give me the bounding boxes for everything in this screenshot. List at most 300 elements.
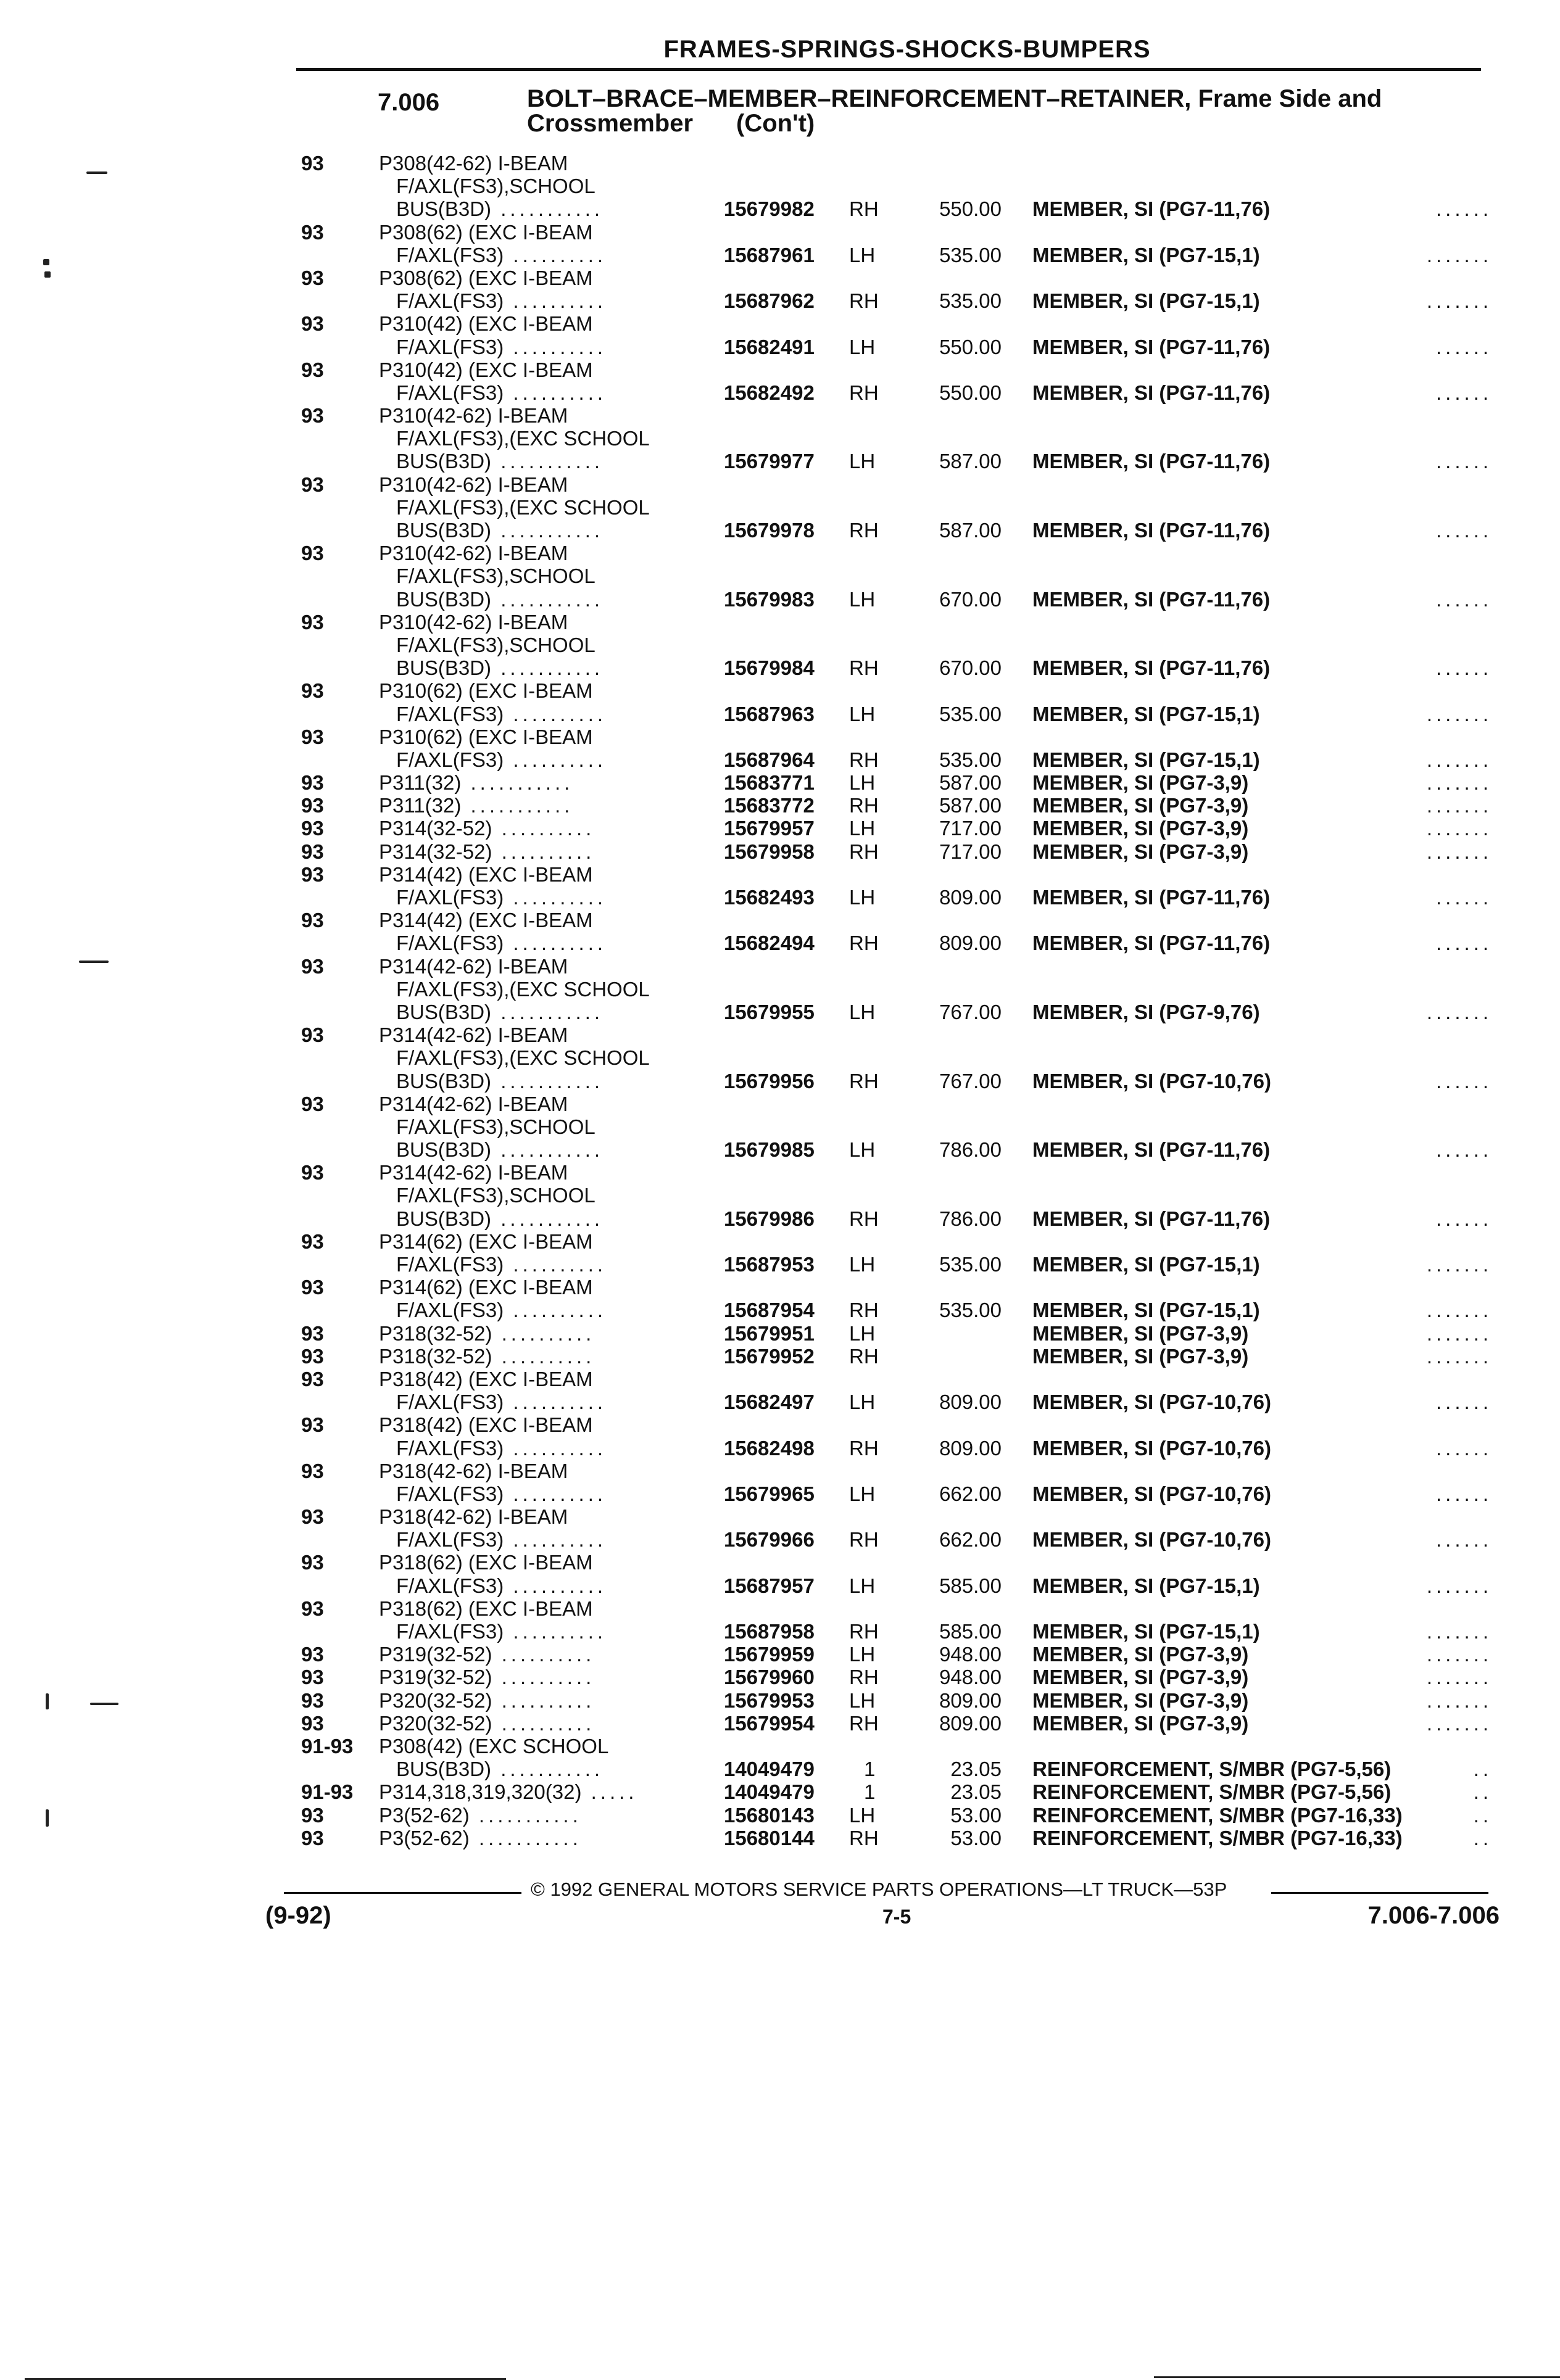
table-row (301, 1780, 1492, 1803)
price: 809.00 (939, 886, 1002, 909)
part-name: MEMBER, SI (PG7-3,9) (1032, 1711, 1249, 1735)
row-description (379, 1345, 595, 1368)
part-name: MEMBER, SI (PG7-11,76) (1032, 519, 1271, 542)
description-text: P314(62) (EXC I-BEAM (379, 1276, 593, 1299)
table-row (301, 1735, 1492, 1780)
description-text: F/AXL(FS3) (396, 748, 504, 771)
description-text: P314(32-52) (379, 817, 492, 840)
row-year: 93 (301, 1321, 324, 1345)
row-year: 93 (301, 220, 324, 244)
row-description (396, 703, 607, 725)
row-description (379, 1413, 593, 1436)
row-line (301, 1230, 1492, 1253)
price: 670.00 (939, 587, 1002, 611)
description-text: P318(62) (EXC I-BEAM (379, 1597, 593, 1620)
table-row (301, 909, 1492, 954)
row-year: 93 (301, 1643, 324, 1666)
row-line (301, 1689, 1492, 1712)
part-name: MEMBER, SI (PG7-15,1) (1032, 1620, 1260, 1643)
row-year: 93 (301, 1344, 324, 1368)
description-text: F/AXL(FS3),SCHOOL (396, 1115, 595, 1138)
part-number: 15679957 (724, 817, 815, 840)
leader-dots: .......... (492, 1711, 595, 1735)
quantity: RH (849, 289, 879, 313)
section-title-block (527, 86, 1490, 136)
leader-dots: ....... (1426, 1344, 1492, 1368)
price: 535.00 (939, 1299, 1002, 1322)
row-line (301, 473, 1492, 496)
leader-dots: ...... (1435, 450, 1492, 473)
row-line (301, 1345, 1492, 1368)
leader-dots: ........... (491, 1207, 604, 1230)
part-name: MEMBER, SI (PG7-15,1) (1032, 1253, 1260, 1276)
description-text: P318(42-62) I-BEAM (379, 1505, 568, 1529)
row-line (301, 1551, 1492, 1574)
leader-dots: ....... (1426, 1574, 1492, 1597)
row-year: 93 (301, 817, 324, 840)
part-number: 15682497 (724, 1390, 815, 1414)
leader-dots: ...... (1435, 932, 1492, 955)
description-text: P318(42) (EXC I-BEAM (379, 1367, 593, 1390)
leader-dots: ........... (491, 197, 604, 221)
row-description (396, 496, 650, 519)
row-description (396, 1001, 604, 1023)
description-text: F/AXL(FS3) (396, 335, 504, 358)
row-line (301, 679, 1492, 702)
part-name: MEMBER, SI (PG7-11,76) (1032, 656, 1271, 680)
leader-dots: ........... (491, 587, 604, 611)
row-line (301, 1390, 1492, 1413)
row-line (301, 289, 1492, 312)
row-line (301, 427, 1492, 450)
description-text: P310(42-62) I-BEAM (379, 473, 568, 496)
row-year: 93 (301, 840, 324, 863)
row-year: 93 (301, 404, 324, 428)
part-name: MEMBER, SI (PG7-11,76) (1032, 932, 1271, 955)
section-number: 7.006 (378, 89, 440, 116)
row-description (379, 221, 593, 244)
row-line (301, 1735, 1492, 1758)
quantity: RH (849, 1299, 879, 1322)
description-text: F/AXL(FS3) (396, 1482, 504, 1505)
leader-dots: ...... (1435, 1138, 1492, 1162)
quantity: LH (849, 243, 876, 267)
table-row (301, 1161, 1492, 1230)
part-name: MEMBER, SI (PG7-11,76) (1032, 1138, 1271, 1162)
description-text: F/AXL(FS3),(EXC SCHOOL (396, 977, 650, 1001)
part-number: 15679958 (724, 840, 815, 863)
row-year: 93 (301, 1092, 324, 1115)
footer-rule-left (284, 1892, 521, 1894)
row-description (379, 1023, 568, 1046)
leader-dots: ....... (1426, 1711, 1492, 1735)
description-text: P310(42-62) I-BEAM (379, 404, 568, 428)
leader-dots: .......... (504, 1299, 607, 1322)
page-header (296, 36, 1481, 71)
leader-dots: ....... (1426, 771, 1492, 795)
row-description (379, 909, 593, 932)
leader-dots: .......... (504, 1574, 607, 1597)
leader-dots: ........... (491, 1758, 604, 1781)
part-number: 15687953 (724, 1253, 815, 1276)
row-year: 93 (301, 1276, 324, 1299)
row-line (301, 1115, 1492, 1138)
row-year: 93 (301, 312, 324, 336)
price: 550.00 (939, 197, 1002, 221)
row-line (301, 634, 1492, 656)
description-text: P314(42-62) I-BEAM (379, 1023, 568, 1047)
row-year: 93 (301, 1826, 324, 1849)
row-description (379, 1666, 595, 1688)
row-year: 93 (301, 954, 324, 978)
binder-mark (86, 171, 107, 174)
part-name: MEMBER, SI (PG7-10,76) (1032, 1436, 1271, 1460)
leader-dots: ...... (1435, 335, 1492, 358)
description-text: F/AXL(FS3),(EXC SCHOOL (396, 427, 650, 450)
leader-dots: .......... (504, 1253, 607, 1276)
row-description (379, 794, 573, 817)
row-line (301, 909, 1492, 932)
quantity: LH (849, 1803, 876, 1827)
part-name: MEMBER, SI (PG7-10,76) (1032, 1482, 1271, 1505)
description-text: F/AXL(FS3) (396, 886, 504, 909)
part-number: 15679965 (724, 1482, 815, 1505)
leader-dots: ...... (1435, 1069, 1492, 1093)
header-rule (296, 68, 1481, 71)
part-name: MEMBER, SI (PG7-3,9) (1032, 794, 1249, 817)
part-number: 15679955 (724, 1000, 815, 1023)
description-text: P320(32-52) (379, 1711, 492, 1735)
leader-dots: ........... (491, 519, 604, 542)
leader-dots: ........... (469, 1803, 582, 1827)
row-description (396, 1758, 604, 1780)
row-line (301, 1528, 1492, 1551)
quantity: LH (849, 1482, 876, 1505)
binder-mark (90, 1703, 118, 1705)
part-name: MEMBER, SI (PG7-3,9) (1032, 817, 1249, 840)
row-year: 93 (301, 266, 324, 289)
quantity: RH (849, 381, 879, 404)
leader-dots: ...... (1435, 519, 1492, 542)
description-text: P308(42-62) I-BEAM (379, 152, 568, 175)
row-description (396, 748, 607, 771)
row-description (379, 473, 568, 496)
description-text: P310(42) (EXC I-BEAM (379, 358, 593, 381)
table-row (301, 794, 1492, 817)
description-text: F/AXL(FS3) (396, 1299, 504, 1322)
description-text: P314(62) (EXC I-BEAM (379, 1229, 593, 1253)
table-row (301, 1413, 1492, 1459)
section-title: BOLT–BRACE–MEMBER–REINFORCEMENT–RETAINER, Frame Side and (527, 85, 1382, 112)
table-row (301, 611, 1492, 680)
leader-dots: ...... (1435, 1390, 1492, 1414)
part-number: 15679985 (724, 1138, 815, 1162)
part-name: MEMBER, SI (PG7-3,9) (1032, 840, 1249, 863)
quantity: LH (849, 1574, 876, 1597)
description-text: P314(42-62) I-BEAM (379, 1161, 568, 1184)
leader-dots: .......... (492, 1321, 595, 1345)
leader-dots: ...... (1435, 381, 1492, 404)
row-line (301, 519, 1492, 542)
row-line (301, 794, 1492, 817)
row-year: 91-93 (301, 1734, 354, 1758)
row-description (379, 1230, 593, 1253)
description-text: P314(42) (EXC I-BEAM (379, 909, 593, 932)
row-description (379, 1460, 568, 1482)
price: 670.00 (939, 656, 1002, 680)
row-line (301, 817, 1492, 840)
row-description (396, 1299, 607, 1321)
part-name: MEMBER, SI (PG7-11,76) (1032, 197, 1271, 221)
part-name: MEMBER, SI (PG7-15,1) (1032, 243, 1260, 267)
table-row (301, 542, 1492, 611)
quantity: RH (849, 1344, 879, 1368)
leader-dots: ........... (491, 656, 604, 680)
row-line (301, 725, 1492, 748)
row-year: 93 (301, 1023, 324, 1047)
part-number: 15679951 (724, 1321, 815, 1345)
row-description (379, 1505, 568, 1528)
part-name: MEMBER, SI (PG7-11,76) (1032, 587, 1271, 611)
row-line (301, 1780, 1492, 1803)
row-description (379, 1780, 637, 1803)
description-text: P310(62) (EXC I-BEAM (379, 679, 593, 703)
quantity: RH (849, 1826, 879, 1849)
leader-dots: ....... (1426, 1620, 1492, 1643)
price: 535.00 (939, 289, 1002, 313)
row-description (379, 312, 593, 335)
description-text: P310(42-62) I-BEAM (379, 610, 568, 634)
price: 786.00 (939, 1207, 1002, 1230)
part-number: 15682492 (724, 381, 815, 404)
leader-dots: .......... (504, 702, 607, 725)
row-description (379, 1735, 608, 1758)
row-year: 93 (301, 909, 324, 932)
row-line (301, 1437, 1492, 1460)
leader-dots: .......... (492, 1344, 595, 1368)
quantity: LH (849, 886, 876, 909)
row-year: 93 (301, 610, 324, 634)
description-text: F/AXL(FS3) (396, 1436, 504, 1460)
table-row (301, 404, 1492, 473)
row-line (301, 1322, 1492, 1345)
leader-dots: .. (1473, 1780, 1492, 1804)
quantity: LH (849, 1643, 876, 1666)
row-year: 93 (301, 1666, 324, 1689)
row-year: 93 (301, 1803, 324, 1827)
row-line (301, 1046, 1492, 1069)
leader-dots: .......... (504, 1390, 607, 1414)
row-line (301, 197, 1492, 220)
price: 23.05 (950, 1780, 1002, 1804)
row-description (396, 1184, 595, 1207)
running-head: FRAMES-SPRINGS-SHOCKS-BUMPERS (663, 36, 1151, 63)
leader-dots: ........... (491, 1069, 604, 1093)
row-year: 93 (301, 1161, 324, 1184)
price: 587.00 (939, 519, 1002, 542)
part-name: MEMBER, SI (PG7-11,76) (1032, 450, 1271, 473)
row-description (379, 1551, 593, 1574)
leader-dots: .......... (504, 1528, 607, 1552)
part-name: MEMBER, SI (PG7-9,76) (1032, 1000, 1260, 1023)
quantity: LH (849, 335, 876, 358)
price: 587.00 (939, 450, 1002, 473)
price: 587.00 (939, 794, 1002, 817)
leader-dots: ....... (1426, 794, 1492, 817)
row-description (379, 542, 568, 564)
leader-dots: .. (1473, 1826, 1492, 1849)
leader-dots: .......... (492, 1688, 595, 1712)
row-year: 93 (301, 1688, 324, 1712)
footer-date: (9-92) (265, 1902, 331, 1929)
part-name: MEMBER, SI (PG7-3,9) (1032, 1666, 1249, 1689)
row-line (301, 1620, 1492, 1643)
price: 585.00 (939, 1620, 1002, 1643)
description-text: P318(42-62) I-BEAM (379, 1459, 568, 1482)
row-description (396, 1253, 607, 1276)
part-number: 14049479 (724, 1780, 815, 1804)
price: 585.00 (939, 1574, 1002, 1597)
section-continued: (Con't) (736, 110, 815, 137)
description-text: P311(32) (379, 771, 462, 795)
table-row (301, 1804, 1492, 1827)
part-number: 15679952 (724, 1344, 815, 1368)
part-number: 14049479 (724, 1758, 815, 1781)
binder-mark (46, 1693, 49, 1709)
leader-dots: ...... (1435, 1482, 1492, 1505)
row-description (396, 1207, 604, 1230)
row-description (379, 152, 568, 175)
price: 587.00 (939, 771, 1002, 795)
row-description (396, 519, 604, 542)
row-line (301, 152, 1492, 175)
row-line (301, 542, 1492, 564)
row-line (301, 1574, 1492, 1597)
leader-dots: ....... (1426, 1321, 1492, 1345)
binder-mark (79, 961, 109, 963)
part-number: 15683772 (724, 794, 815, 817)
description-text: F/AXL(FS3),(EXC SCHOOL (396, 1046, 650, 1070)
description-text: P310(42) (EXC I-BEAM (379, 312, 593, 336)
row-line (301, 1460, 1492, 1482)
part-name: REINFORCEMENT, S/MBR (PG7-16,33) (1032, 1826, 1403, 1849)
leader-dots: .......... (504, 748, 607, 771)
row-line (301, 267, 1492, 289)
quantity: LH (849, 587, 876, 611)
part-number: 15682493 (724, 886, 815, 909)
row-line (301, 336, 1492, 358)
quantity: LH (849, 1321, 876, 1345)
leader-dots: ...... (1435, 1436, 1492, 1460)
leader-dots: .......... (504, 886, 607, 909)
table-row (301, 1368, 1492, 1413)
table-row (301, 1689, 1492, 1712)
row-year: 93 (301, 794, 324, 817)
quantity: 1 (864, 1758, 876, 1781)
part-number: 15683771 (724, 771, 815, 795)
leader-dots: ....... (1426, 1666, 1492, 1689)
price: 809.00 (939, 1436, 1002, 1460)
row-description (379, 1322, 595, 1345)
row-year: 93 (301, 1229, 324, 1253)
table-row (301, 1712, 1492, 1735)
table-row (301, 817, 1492, 840)
table-row (301, 1230, 1492, 1276)
row-year: 93 (301, 358, 324, 381)
part-number: 15687958 (724, 1620, 815, 1643)
leader-dots: ....... (1426, 243, 1492, 267)
part-number: 15687957 (724, 1574, 815, 1597)
row-year: 93 (301, 542, 324, 565)
row-line (301, 1093, 1492, 1115)
part-number: 15680143 (724, 1803, 815, 1827)
row-line (301, 978, 1492, 1001)
row-year: 91-93 (301, 1780, 354, 1804)
leader-dots: .......... (504, 1620, 607, 1643)
part-number: 15679983 (724, 587, 815, 611)
part-number: 15679960 (724, 1666, 815, 1689)
table-row (301, 152, 1492, 221)
row-line (301, 955, 1492, 978)
row-description (379, 725, 593, 748)
row-line (301, 244, 1492, 267)
description-text: F/AXL(FS3),SCHOOL (396, 633, 595, 656)
row-line (301, 404, 1492, 427)
part-name: REINFORCEMENT, S/MBR (PG7-16,33) (1032, 1803, 1403, 1827)
price: 535.00 (939, 748, 1002, 771)
row-line (301, 1253, 1492, 1276)
price: 767.00 (939, 1069, 1002, 1093)
row-description (396, 886, 607, 909)
row-year: 93 (301, 679, 324, 703)
description-text: F/AXL(FS3),SCHOOL (396, 175, 595, 198)
row-line (301, 1597, 1492, 1620)
quantity: LH (849, 771, 876, 795)
row-year: 93 (301, 1711, 324, 1735)
table-row (301, 267, 1492, 312)
row-year: 93 (301, 473, 324, 496)
row-description (396, 1528, 607, 1551)
part-number: 15682498 (724, 1436, 815, 1460)
leader-dots: .......... (492, 817, 595, 840)
leader-dots: .......... (492, 840, 595, 863)
row-description (396, 336, 607, 358)
leader-dots: .......... (504, 381, 607, 404)
row-description (396, 1138, 604, 1161)
part-number: 15687954 (724, 1299, 815, 1322)
quantity: RH (849, 1620, 879, 1643)
description-text: F/AXL(FS3),SCHOOL (396, 564, 595, 588)
row-description (396, 244, 607, 267)
row-description (379, 1827, 582, 1849)
leader-dots: .......... (504, 243, 607, 267)
part-name: MEMBER, SI (PG7-3,9) (1032, 771, 1249, 795)
row-description (396, 656, 604, 679)
description-text: P318(32-52) (379, 1321, 492, 1345)
leader-dots: .......... (504, 1482, 607, 1505)
price: 550.00 (939, 381, 1002, 404)
quantity: RH (849, 932, 879, 955)
quantity: RH (849, 1436, 879, 1460)
row-year: 93 (301, 1413, 324, 1437)
row-description (396, 564, 595, 587)
price: 535.00 (939, 243, 1002, 267)
row-description (396, 427, 650, 450)
quantity: RH (849, 197, 879, 221)
row-year: 93 (301, 771, 324, 795)
description-text: P308(42) (EXC SCHOOL (379, 1734, 609, 1758)
price: 717.00 (939, 840, 1002, 863)
